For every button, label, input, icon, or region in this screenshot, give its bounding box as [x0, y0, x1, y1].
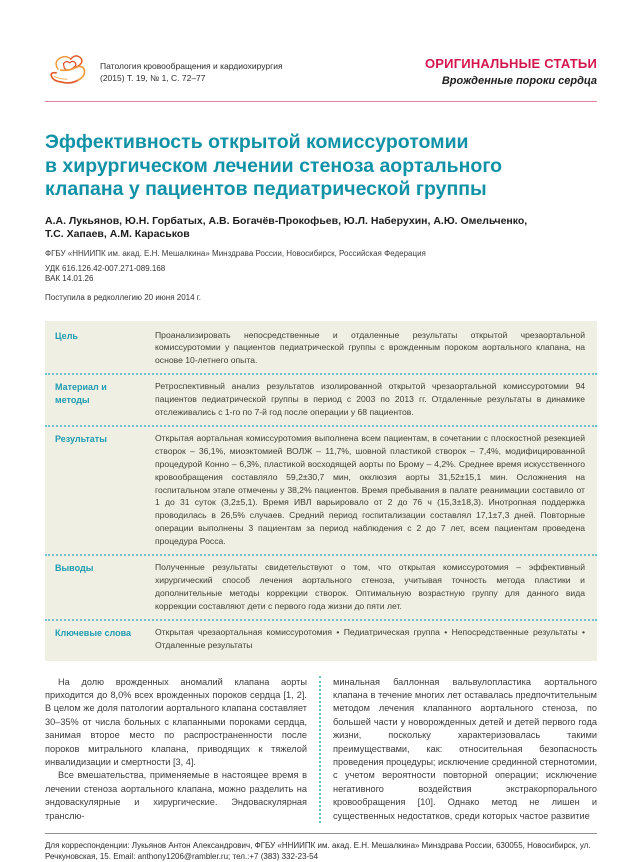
left-column: [45, 676, 321, 823]
abstract-label-aim: Цель: [55, 330, 78, 341]
article-codes: [45, 264, 597, 285]
authors-line-1: А.А. Лукьянов, Ю.Н. Горбатых, А.В. Богачёв-Прокофьев, Ю.Л. Наберухин, А.Ю. Омельченко,: [45, 214, 528, 227]
abstract-text-keywords: Открытая чрезаортальная комиссуротомия • Педиатрическая группа • Непосредственные результаты • Отдаленные результаты: [155, 626, 585, 650]
abstract-row-methods: [45, 373, 597, 425]
authors: [45, 215, 597, 242]
correspondence-footer: Для корреспонденции: Лукьянов Антон Александрович, ФГБУ «ННИИПК им. акад. Е.Н. Мешалкина» Минздрава России, 630055, Новосибирск, ул. Речкуновская, 15. Email: anthony1206@rambler.ru; тел.:+7 (383) 332-23-54: [45, 841, 591, 861]
article-body: [45, 676, 597, 823]
abstract-row-aim: [45, 324, 597, 374]
abstract-text-aim: Проанализировать непосредственные и отдаленные результаты открытой чрезаортальной комиссуротомии у пациентов педиатрической группы с врожденным пороком аортального клапана, на основе 10-летнего опыта.: [155, 329, 585, 366]
affiliation: ФГБУ «ННИИПК им. акад. Е.Н. Мешалкина» Минздрава России, Новосибирск, Российская Федерация: [45, 248, 426, 258]
abstract-row-conclusions: [45, 554, 597, 619]
body-paragraph: На долю врожденных аномалий клапана аорты приходится до 8,0% всех врожденных пороков сердца [1, 2]. В целом же доля патологии аортального клапана составляет 30–35% от числа больных с клапанными пороками сердца, занимая второе место по распространенности после пороков митрального клапана, приводящих к тяжелой инвалидизации и смертности [3, 4].: [45, 676, 307, 767]
body-paragraph: минальная баллонная вальвулопластика аортального клапана в течение многих лет оставалась предпочтительным методом лечения клапанного аортального стеноза, по большей части у новорожденных детей и детей первого года жизни, поскольку характеризовалась такими преимуществами, как: относительная безопасность проведения процедуры; исключение срединной стернотомии, с учетом вероятности повторной операции; исключение негативного воздействия экстракорпорального кровообращения [10]. Однако метод не лишен и существенных недостатков, среди которых частое развитие: [333, 676, 597, 821]
journal-issue: (2015) Т. 19, № 1, С. 72–77: [100, 73, 206, 83]
abstract-label-conclusions: Выводы: [55, 563, 94, 574]
udc-code: УДК 616.126.42-007.271-089.168: [45, 263, 166, 273]
abstract-label-keywords: Ключевые слова: [55, 627, 132, 638]
header-rule: [45, 101, 597, 102]
vak-code: ВАК 14.01.26: [45, 274, 94, 283]
abstract-text-results: Открытая аортальная комиссуротомия выполнена всем пациентам, в сочетании с плоскостной резекцией створок – 36,1%, миоэктомией ВОЛЖ – 11,7%, шовной пластикой створок – 7,4%, модифицированной процедурой Конно – 6,3%, пластикой восходящей аорты по Брому – 4,2%. Среднее время искусственного кровообращения составляло 59,2±30,7 мин, окклюзия аорты 31,52±15,1 мин. Осложнения на госпитальном этапе отмечены у 38,2% пациентов. Время пребывания в палате реанимации составило от 1 до 31 суток (3,2±5,1). Время ИВЛ варьировало от 2 до 76 ч (15,3±18,3). Инотропная поддержка проводилась в 26,5% случаев. Средний период госпитализации составлял 17,1±7,3 дней. Повторные операции выполнены 3 пациентам за период наблюдения с 2 до 7 лет, всем пациентам проведена процедура Росса.: [155, 432, 585, 547]
article-title: [45, 131, 597, 202]
article-title-line-1: Эффективность открытой комиссуротомии: [45, 131, 469, 153]
journal-header: [45, 52, 597, 92]
journal-logo-icon: [45, 50, 91, 92]
abstract-box: [45, 321, 597, 661]
right-column: [321, 676, 597, 823]
header-right: [425, 52, 597, 87]
journal-info: [100, 52, 283, 84]
abstract-row-keywords: [45, 619, 597, 658]
abstract-label-results: Результаты: [55, 433, 107, 444]
authors-line-2: Т.С. Хапаев, А.М. Караськов: [45, 228, 190, 240]
article-title-line-2: в хирургическом лечении стеноза аортального: [45, 154, 503, 177]
section-heading: ОРИГИНАЛЬНЫЕ СТАТЬИ: [425, 56, 597, 71]
abstract-text-methods: Ретроспективный анализ результатов изолированной открытой чрезаортальной комиссуротомии 94 пациентов педиатрической группы в период с 2003 по 2013 гг. Отдаленные результаты в динамике отслеживались с 1-го по 7-й год после операции у 68 пациентов.: [155, 381, 585, 418]
subsection-heading: Врожденные пороки сердца: [441, 75, 597, 87]
abstract-row-results: [45, 425, 597, 554]
article-title-line-3: клапана у пациентов педиатрической группы: [45, 178, 487, 200]
received-date: Поступила в редколлегию 20 июня 2014 г.: [45, 292, 201, 302]
abstract-text-conclusions: Полученные результаты свидетельствуют о том, что открытая комиссуротомия – эффективный хирургический способ лечения аортального стеноза, учитывая точность метода пластики и дополнительные методы коррекции створок. Оптимальную возрастную группу для данного вида коррекции составляют дети с первого года жизни до пяти лет.: [155, 562, 585, 611]
journal-name: Патология кровообращения и кардиохирургия: [100, 61, 283, 71]
body-paragraph: Все вмешательства, применяемые в настоящее время в лечении стеноза аортального клапана, можно разделить на эндоваскулярные и хирургические. Эндоваскулярная транслю-: [45, 770, 307, 821]
abstract-label-methods: Материал и методы: [55, 382, 107, 405]
footer-rule: [45, 833, 597, 834]
